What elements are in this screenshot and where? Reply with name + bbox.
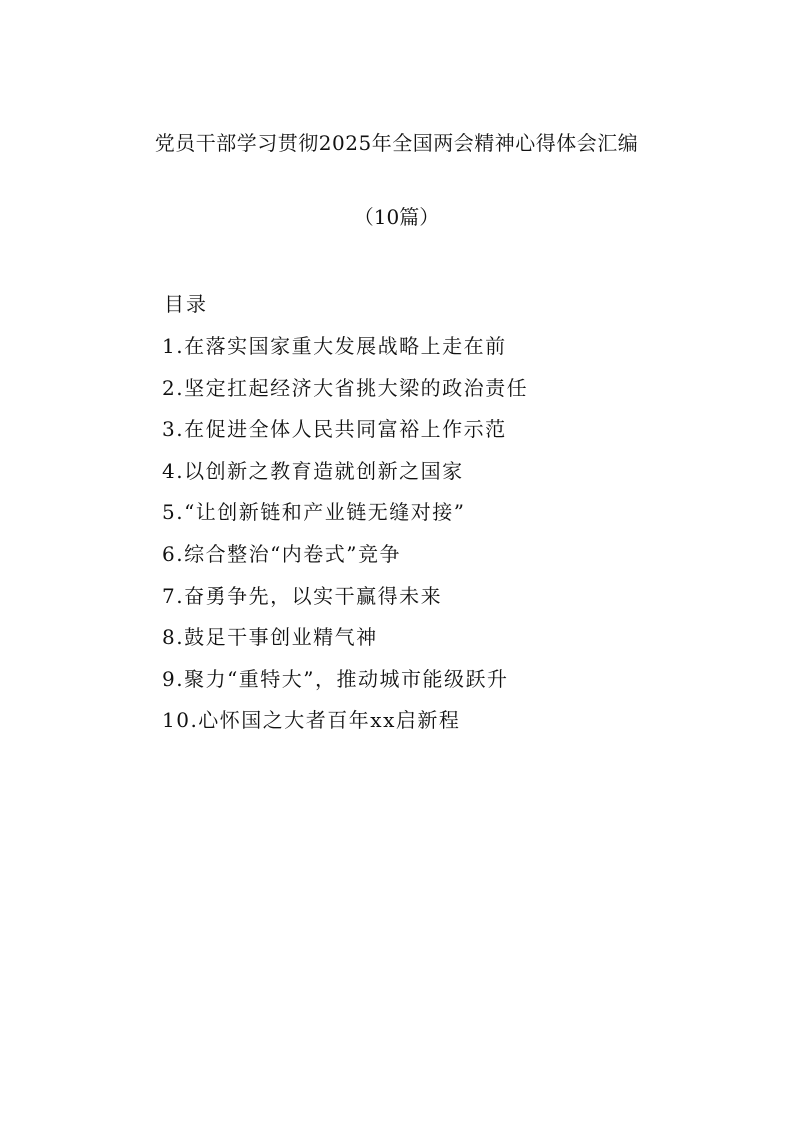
toc-heading: 目录 [164, 292, 208, 316]
toc-item-6: 6.综合整治“内卷式”竞争 [162, 541, 402, 566]
document-title: 党员干部学习贯彻2025年全国两会精神心得体会汇编 [154, 131, 639, 155]
toc-item-2: 2.坚定扛起经济大省挑大梁的政治责任 [162, 375, 529, 400]
toc-item-3: 3.在促进全体人民共同富裕上作示范 [162, 417, 507, 442]
table-of-contents [162, 331, 528, 747]
toc-item-5: 5.“让创新链和产业链无缝对接” [162, 500, 466, 525]
document-subtitle: （10篇） [353, 205, 440, 229]
toc-item-8: 8.鼓足干事创业精气神 [162, 625, 378, 650]
toc-item-4: 4.以创新之教育造就创新之国家 [162, 458, 464, 483]
toc-item-1: 1.在落实国家重大发展战略上走在前 [162, 334, 507, 358]
toc-item-10: 10.心怀国之大者百年xx启新程 [162, 708, 461, 733]
toc-item-7: 7.奋勇争先，以实干赢得未来 [162, 583, 443, 608]
toc-item-9: 9.聚力“重特大”，推动城市能级跃升 [162, 666, 509, 691]
